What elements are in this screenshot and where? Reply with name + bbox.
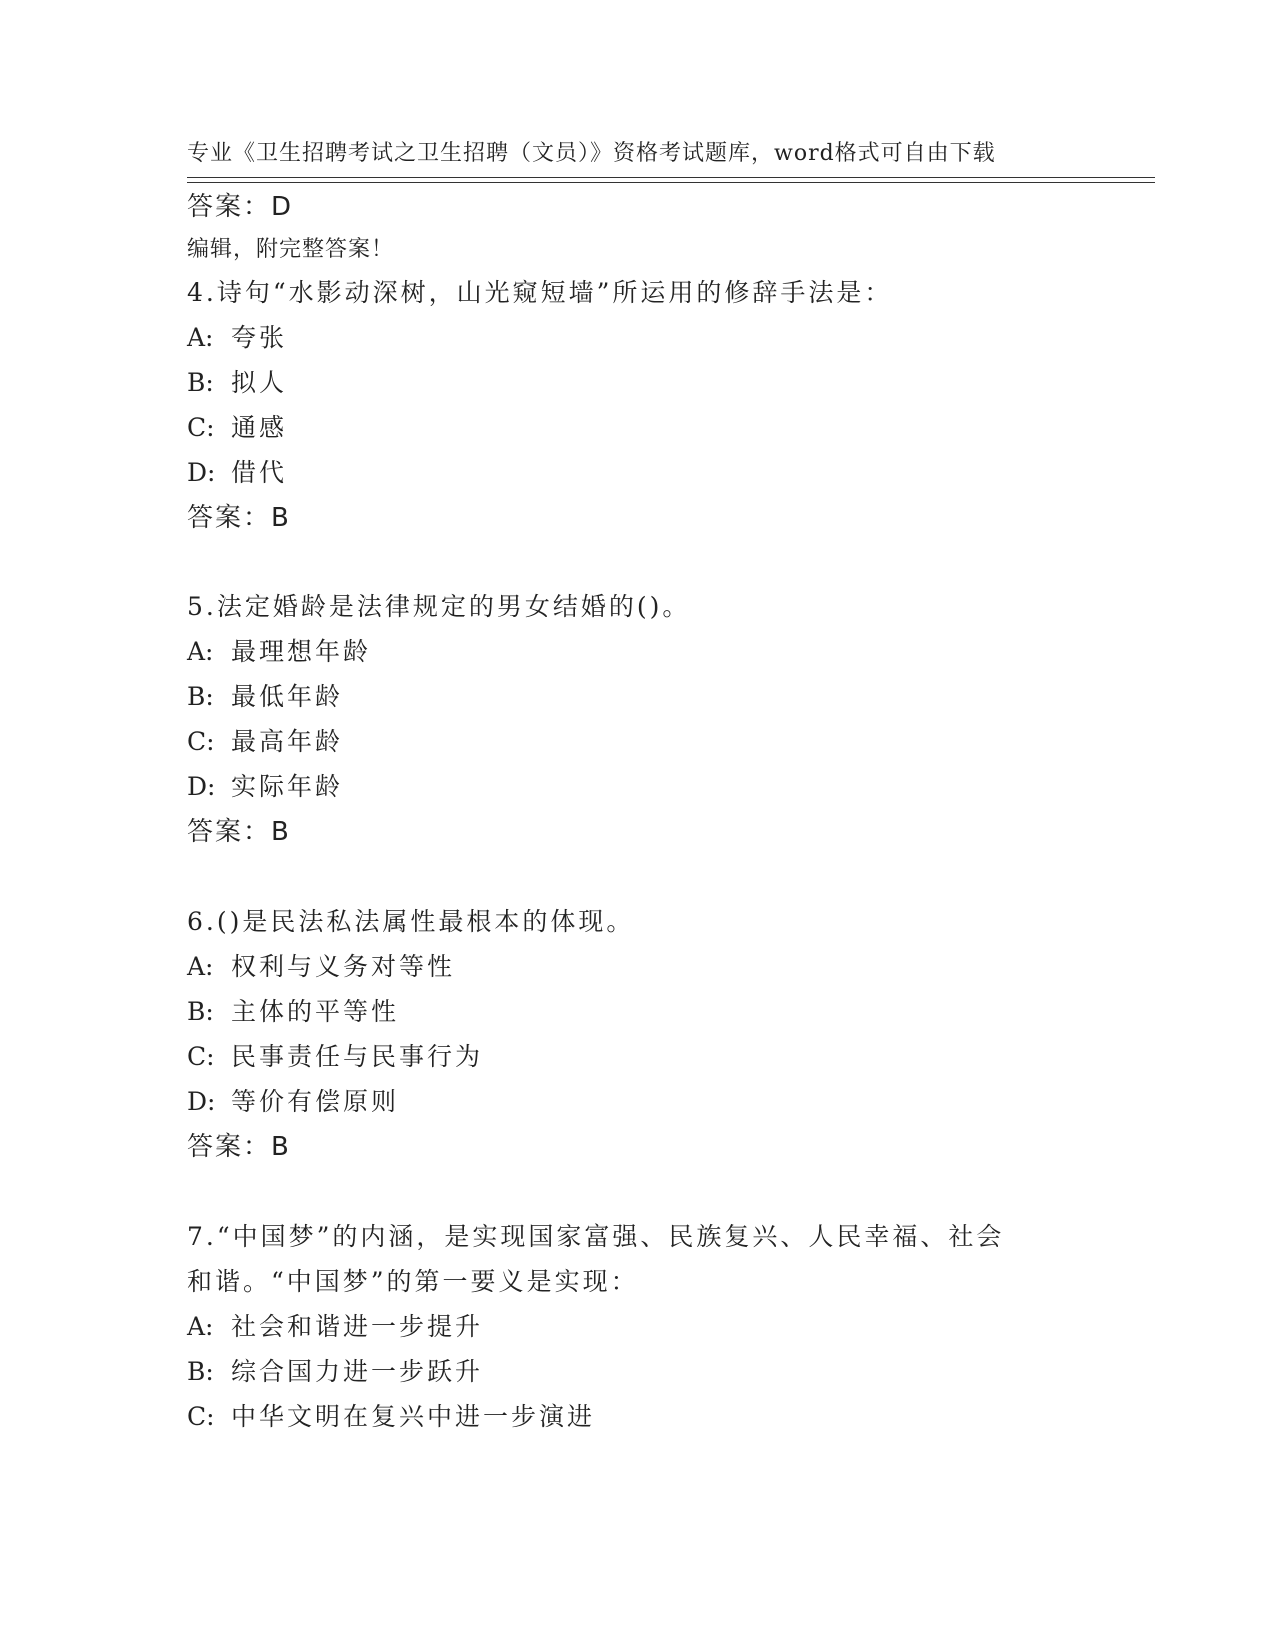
question-7-option-a <box>187 1310 483 1344</box>
option-text: 综合国力进一步跃升 <box>231 1357 484 1386</box>
question-5-option-b <box>187 680 343 714</box>
question-5-stem: 5.法定婚龄是法律规定的男女结婚的()。 <box>187 592 691 621</box>
header-line-2: 编辑，附完整答案！ <box>187 237 395 262</box>
question-7-stem-line-1: 7.“中国梦”的内涵，是实现国家富强、民族复兴、人民幸福、社会 <box>187 1222 1005 1251</box>
option-text: 通感 <box>231 413 288 442</box>
option-text: 中华文明在复兴中进一步演进 <box>231 1402 596 1431</box>
question-4-answer: 答案：B <box>187 503 291 533</box>
option-letter: D: <box>187 1087 216 1116</box>
option-letter: B: <box>187 368 214 397</box>
option-text: 拟人 <box>231 368 288 397</box>
question-4-stem: 4.诗句“水影动深树，山光窥短墙”所运用的修辞手法是： <box>187 278 893 307</box>
option-letter: B: <box>187 997 214 1026</box>
question-4-option-c <box>187 411 287 445</box>
option-letter: A: <box>187 323 214 352</box>
option-letter: C: <box>187 1042 215 1071</box>
header-line-1: 专业《卫生招聘考试之卫生招聘（文员）》资格考试题库，word格式可自由下载 <box>187 141 996 166</box>
header-divider <box>187 177 1155 183</box>
question-5-option-a <box>187 635 371 669</box>
question-7-stem-line-2: 和谐。“中国梦”的第一要义是实现： <box>187 1267 639 1296</box>
question-6-answer: 答案：B <box>187 1132 291 1162</box>
question-6-stem: 6.()是民法私法属性最根本的体现。 <box>187 907 635 936</box>
option-text: 夸张 <box>231 323 288 352</box>
answer-previous: 答案：D <box>187 192 294 222</box>
option-letter: D: <box>187 772 216 801</box>
option-letter: C: <box>187 727 215 756</box>
option-text: 主体的平等性 <box>231 997 400 1026</box>
option-letter: B: <box>187 1357 214 1386</box>
option-text: 实际年龄 <box>231 772 344 801</box>
option-text: 等价有偿原则 <box>231 1087 400 1116</box>
question-6-option-c <box>187 1040 483 1074</box>
question-4-option-d <box>187 456 287 490</box>
option-letter: A: <box>187 952 214 981</box>
option-text: 民事责任与民事行为 <box>231 1042 484 1071</box>
option-text: 最低年龄 <box>231 682 344 711</box>
option-letter: C: <box>187 1402 215 1431</box>
question-6-option-a <box>187 950 455 984</box>
question-7-option-b <box>187 1355 483 1389</box>
option-text: 最理想年龄 <box>231 637 372 666</box>
option-text: 权利与义务对等性 <box>231 952 456 981</box>
question-7-option-c <box>187 1400 595 1434</box>
option-text: 最高年龄 <box>231 727 344 756</box>
question-4-option-b <box>187 366 287 400</box>
question-4-option-a <box>187 321 287 355</box>
question-5-answer: 答案：B <box>187 817 291 847</box>
question-6-option-d <box>187 1085 399 1119</box>
option-letter: B: <box>187 682 214 711</box>
question-6-option-b <box>187 995 399 1029</box>
option-letter: D: <box>187 458 216 487</box>
document-page <box>187 0 1157 1650</box>
question-5-option-c <box>187 725 343 759</box>
option-letter: C: <box>187 413 215 442</box>
option-text: 借代 <box>231 458 288 487</box>
option-text: 社会和谐进一步提升 <box>231 1312 484 1341</box>
option-letter: A: <box>187 637 214 666</box>
question-5-option-d <box>187 770 343 804</box>
option-letter: A: <box>187 1312 214 1341</box>
